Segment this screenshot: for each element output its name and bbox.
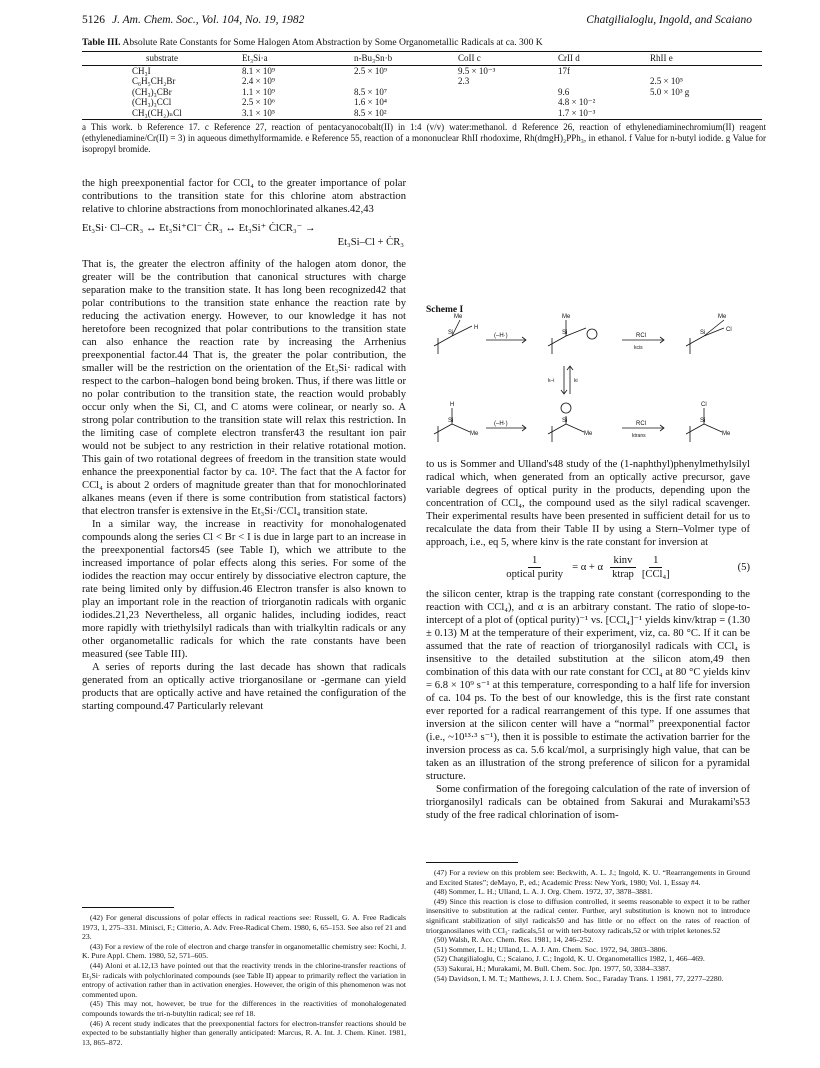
scheme-minus-h-label: (–H·) [494,421,508,427]
table-label: Table III. [82,37,121,48]
table-cell: 1.1 × 10⁹ [242,86,275,97]
scheme-si-label: Si [700,330,706,336]
eq5-rate-ratio [608,554,638,581]
eq5-k-denominator: ktrap [612,569,634,580]
resonance-equation [82,222,406,250]
table-header-row [82,52,762,66]
table-caption [82,37,762,48]
scheme-me-label: Me [454,314,463,320]
table-column-header: RhII e [650,52,762,66]
scheme-si-label: Si [562,330,568,336]
table-row [82,65,762,76]
body-paragraph: In a similar way, the increase in reactivity for monohalogenated compounds along the series Cl < Br < I is due in large part to an increase in the preexponential factors45 (see Table I), which we attribute to the increased importance of polar effects along this series. For some of the iodides the reaction may occur entirely by dissociative electron capture, the rate being limited only by diffusion.46 Electron transfer is also known to play an important role in the reaction of triorganotin radicals with organic iodides.21,23 Nevertheless, all organic halides, including iodides, react more rapidly with triethylsilyl radicals than with trialkyltin radicals or any other organometallic radicals for which the rate constants have been measured (see Table III). [82,519,406,660]
table-cell [458,87,558,98]
table-title: Absolute Rate Constants for Some Halogen Atom Abstraction by Some Organometallic Radicals at ca. 300 K [122,37,543,48]
body-paragraph: to us is Sommer and Ulland's48 study of the (1-naphthyl)phenylmethylsilyl radical which, when generated from an optically active precursor, gave variable degrees of optical purity in the products, depending upon the concentration of CCl₄, the compound used as the silyl radical scavenger. Their experimental results have been presented in sufficient detail for us to recalculate the data from their Table II by using a Stern–Volmer type of approach, i.e., eq 5, where kinv is the rate constant for inversion at [426,459,750,548]
scheme-si-label: Si [448,418,454,424]
table-cell [650,108,762,120]
table-cell [458,108,558,120]
body-paragraph: That is, the greater the electron affinity of the halogen atom donor, the greater will be the contribution that canonical structures with charge separation make to the transition state. It has long been recognized42 that polar contributions to the transition state enhance the reaction rate by reducing the activation energy. However, to our knowledge it has not heretofore been recognized that polar contributions to the transition state can also enhance the reaction rate by increasing the Arrhenius preexponential factor.44 That is, the greater the polar contribution, the smaller will be the restriction on the orientation of the Et₃Si· radical with respect to the carbon–halogen bond being broken. Thus, if there was little or no polar contribution to the transition state, the reaction would probably occur only when the Si, Cl, and C atoms were colinear, or nearly so. A strong polar contribution to the transition state will relax this restriction. In the limiting case of complete electron transfer43 the resultant ion pair would not be subject to any restriction in their relative rotational motion. This gain of two rotational degrees of freedom in the transition state would enhance the preexponential factor by ca. 10². The fact that the A factor for CCl₄ is about 2 orders of magnitude greater than that for monochlorinated alkanes means (even if there is some contribution from statistical factors) that electron transfer is extensive in the Et₃Si·/CCl₄ transition state. [82,259,406,517]
table-cell [458,97,558,108]
scheme-me-label: Me [722,431,731,437]
table-row [82,108,762,120]
eq5-lhs [502,554,567,581]
table-cell [558,76,650,87]
left-column [82,177,406,713]
table-row [82,87,762,98]
scheme-diagram [424,312,764,452]
scheme-si-label: Si [700,418,706,424]
scheme-ktrans-label: ktrans [632,433,646,439]
scheme-title: Scheme I [426,305,464,315]
eq5-middle: = α + α [572,562,604,573]
right-column [426,458,750,822]
footnote: (46) A recent study indicates that the preexponential factors for electron-transfer reactions should be expected to be substantially higher than generally anticipated: Marcus, R. A. Int. J. Chem. Kinet. 1981, 13, 865–872. [82,1018,406,1047]
footnote: (48) Sommer, L. H.; Ulland, L. A. J. Org. Chem. 1972, 37, 3878–3881. [434,887,653,897]
equation-number: (5) [737,562,750,573]
scheme-cl-label: Cl [726,327,732,333]
table-cell: 5.0 × 10³ g [650,86,690,97]
table-cell: 1.6 × 10⁴ [354,97,387,107]
table-column-header: Et₃Si·a [242,52,354,66]
table-body [82,65,762,120]
scheme-si-label: Si [448,330,454,336]
table-column-header: CoII c [458,52,558,66]
table-cell: (CH₃)₃CCl [132,97,172,107]
footnote: (49) Since this reaction is close to diffusion controlled, it seems reasonable to expect it to be rather insensitive to substitution at the radical center. Further, aryl substitution is known not to introduce significant stabilization of silyl radicals50 and has little or no effect on the rates of reaction of triorganosilanes with CCl₃· radicals,51 or with tert-butoxy radicals,52 or with triplet ketones.52 [426,896,750,935]
table-cell: 17f [558,65,570,76]
footnote: (45) This may not, however, be true for the differences in the reactivities of monohalogenated compounds towards the tri-n-butyltin radical; see ref 18. [82,999,406,1018]
running-authors: Chatgilialoglu, Ingold, and Scaiano [586,14,752,26]
body-paragraph: the silicon center, ktrap is the trapping rate constant (corresponding to the reaction with CCl₄), and α is an arbitrary constant. The ratio of slope-to-intercept of a plot of (optical purity)⁻¹ vs. [CCl₄]⁻¹ yields kinv/ktrap = (1.30 ± 0.13) M at the temperature of their experiment, viz, ca. 80 °C. If it can be assumed that the rate of reaction of triorganosilyl radicals with CCl₄ is insensitive to the detailed substitution at the silicon atom,49 then combination of this data with our rate constant for CCl₄ at 80 °C yields kinv = 6.8 × 10⁹ s⁻¹ at this temperature, corresponding to a half life for inversion of ca. 104 ps. To the best of our knowledge, this is the first rate constant ever reported for a radical rearrangement of this type. If one assumes that inversion at the silicon center will have a “normal” preexponential factor (i.e., ~10¹³·³ s⁻¹), then it is possible to estimate the activation barrier for the inversion process as ca. 5.6 kcal/mol, a surprisingly high value, that can be taken as an illustration of the strong preference of silicon for a pyramidal structure. [426,589,750,782]
body-paragraph: A series of reports during the last decade has shown that radicals generated from an optically active triorganosilane or -germane can yield products that are optically active and have retained the configuration of the starting compound.47 Particularly relevant [82,662,406,712]
footnote: (54) Davidson, I. M. T.; Matthews, J. I. J. Chem. Soc., Faraday Trans. 1 1981, 77, 2277–2280. [434,973,724,983]
table-column-header: n-Bu₃Sn·b [354,52,458,66]
footnote: (51) Sommer, L. H.; Ulland, L. A. J. Am. Chem. Soc. 1972, 94, 3803–3806. [434,944,668,954]
table-cell: 2.5 × 10⁶ [242,97,275,107]
eq5-k-numerator: kinv [610,554,637,568]
table-cell [354,76,458,87]
table-cell: 2.4 × 10⁹ [242,76,275,86]
table-cell: 8.5 × 10² [354,108,458,120]
footnote: (47) For a review on this problem see: Beckwith, A. L. J.; Ingold, K. U. “Rearrangements in Ground and Excited States”; deMayo, P., ed.; Academic Press: New York, 1980; Vol. 1, Essay #4. [426,868,750,887]
footnote-rule [426,862,518,863]
equation-5 [426,554,750,581]
table-cell: 1.7 × 10⁻³ [558,108,650,120]
scheme-minus-h-label: (–H·) [494,333,508,339]
scheme-si-label: Si [562,418,568,424]
left-footnotes [82,913,406,1047]
eq5-c-denominator: [CCl₄] [641,569,670,580]
table-row [82,97,762,108]
scheme-cl-label: Cl [701,402,707,408]
table-cell: 9.6 [558,86,570,97]
running-header [82,14,752,30]
table-cell [650,65,762,76]
table-cell: 8.1 × 10⁹ [242,65,275,76]
scheme-kcis-label: kcis [634,345,643,351]
table-cell: (CH₃)₃CBr [132,86,172,97]
body-paragraph: the high preexponential factor for CCl₄ to the greater importance of polar contributions to the transition state for this chlorine atom abstraction relative to chlorine abstractions from monochlorinated alkanes.42,43 [82,178,406,215]
table-cell: 2.3 [458,76,470,86]
table-row [82,76,762,87]
footnote: (44) Aloni et al.12,13 have pointed out that the reactivity trends in the chlorine-transfer reactions of Et₃Si· radicals with polychlorinated compounds (see Table II) appear to primarily reflect the variation in entropy of activation rather than in activation energies. However, the origin of this phenomenon was not commented upon. [82,960,406,999]
footnote-rule [82,907,174,908]
table-cell: C₆H₅CH₂Br [132,76,176,86]
equation-line: Et₃Si· Cl–CR₃ ↔ Et₃Si⁺Cl⁻ ĊR₃ ↔ Et₃Si⁺ ĊlCR₃⁻ → [82,223,316,234]
footnote: (52) Chatgilialoglu, C.; Scaiano, J. C.; Ingold, K. U. Organometallics 1982, 1, 466–469. [434,954,705,964]
scheme-me-label: Me [562,314,571,320]
table-cell: 4.8 × 10⁻² [558,97,596,107]
scheme-me-label: Me [718,314,727,320]
table-cell: CH₃I [132,65,151,76]
scheme-kminusi-label: k–i [548,378,555,384]
scheme-rcl-label: RCl [636,421,646,427]
rate-constant-table [82,51,762,120]
eq5-lhs-numerator: 1 [528,554,541,568]
footnote: (43) For a review of the role of electron and charge transfer in organometallic chemistry see: Kochi, J. K. Pure Appl. Chem. 1980, 52, 571–605. [82,941,406,961]
scheme-ki-label: ki [574,378,578,384]
journal-citation: J. Am. Chem. Soc., Vol. 104, No. 19, 1982 [112,14,305,26]
page-number: 5126 [82,14,105,26]
eq5-concentration [638,554,674,581]
eq5-lhs-denominator: optical purity [506,569,564,580]
scheme-h-label: H [474,325,479,331]
footnote: (50) Walsh, R. Acc. Chem. Res. 1981, 14, 246–252. [434,935,594,945]
table-cell: 3.1 × 10⁵ [242,108,354,120]
table-cell: 2.5 × 10⁹ [354,65,387,76]
table-cell: 2.5 × 10⁵ [650,76,683,86]
footnote: (53) Sakurai, H.; Murakami, M. Bull. Chem. Soc. Jpn. 1977, 50, 3384–3387. [434,963,671,973]
table-column-header: CrII d [558,52,650,66]
table-cell: 8.5 × 10⁷ [354,86,387,97]
table-cell: 9.5 × 10⁻³ [458,65,496,76]
scheme-me-label: Me [584,431,593,437]
scheme-rcl-label: RCl [636,333,646,339]
footnote: (42) For general discussions of polar effects in radical reactions see: Russell, G. A. Free Radicals 1973, 1, 275–331. Minisci, F.; Citterio, A. Adv. Free-Radical Chem. 1980, 6, 65–153. See also ref 21 and 23. [82,913,406,942]
right-footnotes [426,868,750,983]
table-cell [650,97,762,108]
body-paragraph: Some confirmation of the foregoing calculation of the rate of inversion of triorganosilyl radicals can be obtained from Sakurai and Murakami's53 study of the free radical chlorination of isom- [426,784,750,821]
eq5-c-numerator: 1 [649,554,662,568]
equation-line: Et₃Si–Cl + ĊR₃ [337,237,404,248]
scheme-h-label: H [450,402,455,408]
table-column-header: substrate [82,52,242,66]
scheme-me-label: Me [470,431,479,437]
table-cell: CH₃(CH₂)ₙCl [82,108,242,120]
table-footnotes: a This work. b Reference 17. c Reference 27, reaction of pentacyanocobalt(II) in 1:4 (v/v) water:methanol. d Reference 26, reaction of ethylenediaminechromium(II) reagent (ethylenediamine/Cr(II) = 3) in aqueous dimethylformamide. e Reference 55, reaction of a mononuclear RhII rhodoxime, Rh(dmgH)₂PPh₃, in ethanol. f Value for n-butyl iodide. g Value for isopropyl bromide. [82,122,766,154]
